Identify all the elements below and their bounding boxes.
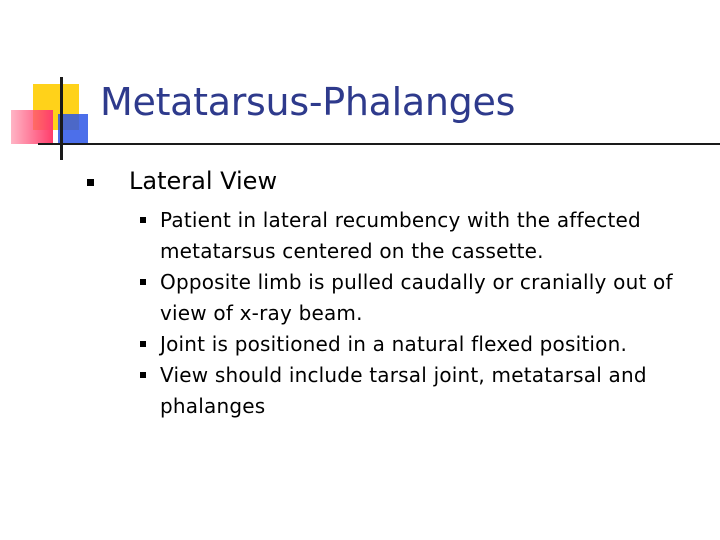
- sub-bullet-text: Opposite limb is pulled caudally or cranially out of view of x-ray beam.: [160, 270, 673, 325]
- bullet-square-icon: [140, 372, 146, 378]
- slide-content: [84, 165, 704, 422]
- sub-bullet-text: View should include tarsal joint, metatarsal and phalanges: [160, 363, 647, 418]
- title-underline: [38, 143, 720, 145]
- bullet-item: [84, 165, 704, 197]
- sub-bullet-item: [84, 329, 684, 360]
- decor-vertical-line: [60, 77, 63, 160]
- sub-bullet-list: [84, 205, 684, 422]
- bullet-square-icon: [140, 279, 146, 285]
- bullet-text: Lateral View: [129, 167, 278, 195]
- sub-bullet-item: [84, 360, 684, 422]
- bullet-square-icon: [140, 341, 146, 347]
- sub-bullet-item: [84, 267, 684, 329]
- sub-bullet-text: Patient in lateral recumbency with the affected metatarsus centered on the cassette.: [160, 208, 641, 263]
- bullet-square-icon: [140, 217, 146, 223]
- sub-bullet-item: [84, 205, 684, 267]
- decor-red-square: [11, 110, 53, 144]
- slide-title: Metatarsus-Phalanges: [100, 80, 516, 124]
- sub-bullet-text: Joint is positioned in a natural flexed position.: [160, 332, 628, 356]
- bullet-square-icon: [87, 179, 94, 186]
